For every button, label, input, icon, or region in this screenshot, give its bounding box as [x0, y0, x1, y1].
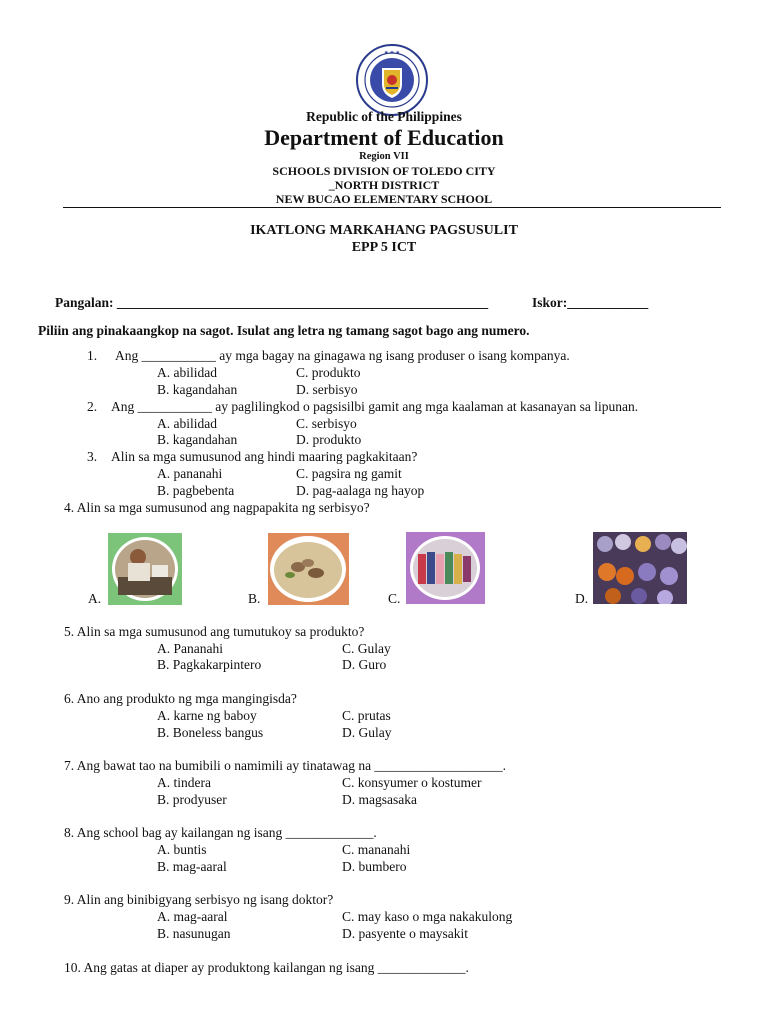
question-8-option-b: B. mag-aaral: [157, 859, 227, 874]
question-3-number: 3.: [87, 449, 98, 464]
question-7-option-c: C. konsyumer o kostumer: [342, 775, 482, 790]
question-9-option-c: C. may kaso o mga nakakulong: [342, 909, 513, 924]
question-7-stem: 7. Ang bawat tao na bumibili o namimili ay tinatawag na ___________________.: [64, 758, 507, 773]
exam-title: IKATLONG MARKAHANG PAGSUSULIT: [250, 223, 518, 238]
question-8-option-c: C. mananahi: [342, 842, 411, 857]
question-3-option-b: B. pagbebenta: [157, 483, 235, 498]
soup-dish-image: [268, 533, 349, 605]
question-7-option-b: B. prodyuser: [157, 792, 227, 807]
question-8-option-d: D. bumbero: [342, 859, 407, 874]
question-7-option-d: D. magsasaka: [342, 792, 417, 807]
question-5-stem: 5. Alin sa mga sumusunod ang tumutukoy sa produkto?: [64, 624, 365, 639]
market-goods-image: [593, 532, 687, 604]
question-6-option-b: B. Boneless bangus: [157, 725, 264, 740]
instructions: Piliin ang pinakaangkop na sagot. Isulat ang letra ng tamang sagot bago ang numero.: [38, 323, 530, 338]
question-3-option-c: C. pagsira ng gamit: [296, 466, 402, 481]
question-5-option-c: C. Gulay: [342, 641, 391, 656]
question-3-option-a: A. pananahi: [157, 466, 223, 481]
question-6-option-c: C. prutas: [342, 708, 391, 723]
district-text: _NORTH DISTRICT: [328, 178, 440, 192]
question-5-option-a: A. Pananahi: [157, 641, 223, 656]
question-5-option-d: D. Guro: [342, 657, 387, 672]
question-4-stem: 4. Alin sa mga sumusunod ang nagpapakita ng serbisyo?: [64, 500, 370, 515]
tailor-sewing-image: [108, 533, 182, 605]
name-field-label: Pangalan: _______________________________________________________: [55, 295, 489, 310]
question-4-option-d: D.: [575, 591, 589, 606]
question-2-option-c: C. serbisyo: [296, 416, 357, 431]
question-2-number: 2.: [87, 399, 98, 414]
question-9-option-d: D. pasyente o maysakit: [342, 926, 468, 941]
exam-subject: EPP 5 ICT: [351, 240, 417, 255]
question-8-option-a: A. buntis: [157, 842, 207, 857]
school-name: NEW BUCAO ELEMENTARY SCHOOL: [275, 192, 493, 206]
question-1-stem: Ang ___________ ay mga bagay na ginagawa ng isang produser o isang kompanya.: [115, 348, 570, 363]
question-9-option-a: A. mag-aaral: [157, 909, 228, 924]
question-4-option-b: B.: [248, 591, 261, 606]
question-9-option-b: B. nasunugan: [157, 926, 231, 941]
question-8-stem: 8. Ang school bag ay kailangan ng isang _____________.: [64, 825, 377, 840]
question-4-option-c: C.: [388, 591, 401, 606]
clothes-rack-image: [406, 532, 485, 604]
question-6-stem: 6. Ano ang produkto ng mga mangingisda?: [64, 691, 297, 706]
department-title: Department of Education: [264, 125, 504, 150]
division-text: SCHOOLS DIVISION OF TOLEDO CITY: [272, 164, 496, 178]
question-1-option-a: A. abilidad: [157, 365, 217, 380]
question-1-option-d: D. serbisyo: [296, 382, 358, 397]
question-3-option-d: D. pag-aalaga ng hayop: [296, 483, 425, 498]
question-5-option-b: B. Pagkakarpintero: [157, 657, 262, 672]
deped-seal-logo: [356, 44, 428, 116]
question-4-option-a: A.: [88, 591, 102, 606]
region-text: Region VII: [359, 151, 409, 162]
header-divider: [63, 207, 721, 208]
question-7-option-a: A. tindera: [157, 775, 211, 790]
question-2-stem: Ang ___________ ay paglilingkod o pagsisilbi gamit ang mga kaalaman at kasanayan sa lipunan.: [111, 399, 639, 414]
country-name: Republic of the Philippines: [306, 109, 462, 124]
question-2-option-a: A. abilidad: [157, 416, 217, 431]
question-1-number: 1.: [87, 348, 98, 363]
question-1-option-c: C. produkto: [296, 365, 361, 380]
question-6-option-a: A. karne ng baboy: [157, 708, 257, 723]
question-3-stem: Alin sa mga sumusunod ang hindi maaring pagkakitaan?: [111, 449, 418, 464]
question-10-stem: 10. Ang gatas at diaper ay produktong kailangan ng isang _____________.: [64, 960, 469, 975]
question-6-option-d: D. Gulay: [342, 725, 392, 740]
question-2-option-b: B. kagandahan: [157, 432, 238, 447]
question-2-option-d: D. produkto: [296, 432, 362, 447]
question-1-option-b: B. kagandahan: [157, 382, 238, 397]
svg-text:★ ★ ★: ★ ★ ★: [383, 50, 401, 56]
question-9-stem: 9. Alin ang binibigyang serbisyo ng isang doktor?: [64, 892, 334, 907]
score-field-label: Iskor:____________: [532, 295, 649, 310]
